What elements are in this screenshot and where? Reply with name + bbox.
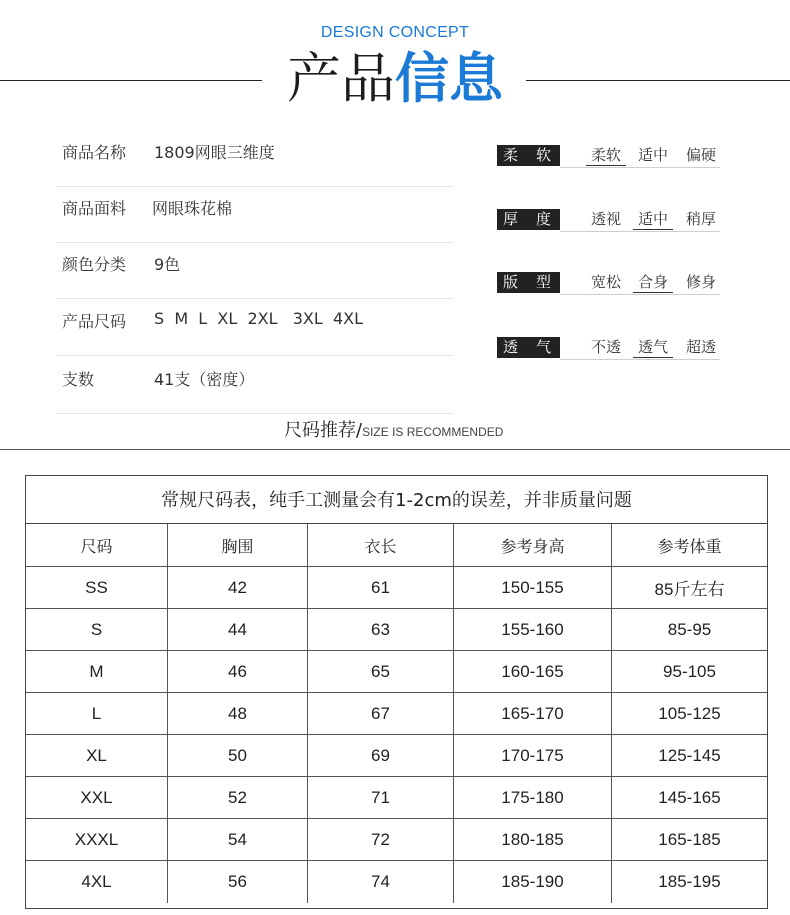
attr-option: 修身	[685, 273, 716, 291]
info-label: 支数	[62, 370, 95, 389]
table-cell: 125-145	[658, 745, 721, 765]
attr-tag: 版型	[497, 272, 560, 293]
info-row-name	[56, 131, 453, 187]
info-value: S M L XL 2XL 3XL 4XL	[154, 309, 364, 328]
info-value: 网眼珠花棉	[152, 199, 233, 218]
table-cell: 165-185	[658, 829, 721, 849]
table-cell: 44	[168, 609, 308, 650]
table-cell: XXXL	[26, 819, 168, 860]
header-subtitle: DESIGN CONCEPT	[320, 24, 470, 41]
size-recommend-title-cn: 尺码推荐	[284, 420, 356, 441]
table-header-row	[26, 524, 767, 567]
info-label: 产品尺码	[62, 312, 127, 331]
table-cell: 155-160	[454, 609, 612, 650]
attr-baseline	[560, 167, 720, 168]
info-row-color	[56, 243, 453, 299]
size-recommend-separator: /	[356, 420, 363, 441]
table-cell: 61	[308, 567, 454, 608]
page-title-part2: 信息	[395, 47, 503, 110]
table-cell: M	[26, 651, 168, 692]
table-cell: 65	[308, 651, 454, 692]
attr-tag: 柔软	[497, 145, 560, 166]
table-cell: 165-170	[454, 693, 612, 734]
table-cell: 85-95	[667, 619, 712, 639]
table-header-cell: 衣长	[308, 524, 454, 566]
table-cell: 175-180	[454, 777, 612, 818]
table-row	[26, 609, 767, 651]
table-cell: S	[26, 609, 168, 650]
info-value: 9色	[154, 255, 181, 274]
table-row	[26, 651, 767, 693]
table-cell: 150-155	[454, 567, 612, 608]
table-row	[26, 819, 767, 861]
attr-baseline	[560, 294, 720, 295]
table-cell: 63	[308, 609, 454, 650]
table-cell: 4XL	[26, 861, 168, 903]
attr-row-fit	[497, 272, 722, 296]
info-label: 商品面料	[62, 199, 127, 218]
table-row	[26, 777, 767, 819]
attr-row-softness	[497, 145, 722, 169]
attr-option: 偏硬	[685, 146, 716, 164]
table-cell: 72	[308, 819, 454, 860]
attr-option: 柔软	[586, 145, 626, 166]
table-cell: 71	[308, 777, 454, 818]
table-row	[26, 693, 767, 735]
size-recommend-title	[284, 416, 503, 442]
size-table-caption: 常规尺码表，纯手工测量会有1-2cm的误差，并非质量问题	[26, 476, 767, 524]
page-title-part1: 产品	[287, 47, 395, 110]
info-value: 41支（密度）	[154, 370, 255, 389]
table-cell: 185-190	[454, 861, 612, 903]
table-cell: 69	[308, 735, 454, 776]
table-cell: XL	[26, 735, 168, 776]
table-row	[26, 567, 767, 609]
table-cell: 48	[168, 693, 308, 734]
attr-option: 合身	[633, 272, 673, 293]
table-cell: 54	[168, 819, 308, 860]
table-cell: 67	[308, 693, 454, 734]
attr-option: 不透	[590, 338, 621, 356]
attr-option: 透气	[633, 337, 673, 358]
table-cell: 52	[168, 777, 308, 818]
attr-row-thickness	[497, 209, 722, 233]
info-row-count	[56, 358, 453, 414]
size-table-body	[26, 524, 767, 903]
table-cell: 185-195	[658, 872, 721, 891]
table-cell: 74	[308, 861, 454, 903]
attr-baseline	[560, 231, 720, 232]
attr-option: 宽松	[590, 273, 621, 291]
page-title	[0, 46, 790, 112]
table-cell: 46	[168, 651, 308, 692]
section-divider	[0, 449, 790, 450]
table-row	[26, 861, 767, 903]
table-cell: XXL	[26, 777, 168, 818]
attr-option: 透视	[590, 210, 621, 228]
attr-baseline	[560, 359, 720, 360]
table-cell: 145-165	[658, 787, 721, 807]
table-cell: 95-105	[663, 661, 716, 681]
table-cell: 50	[168, 735, 308, 776]
table-cell: 160-165	[454, 651, 612, 692]
table-cell: 180-185	[454, 819, 612, 860]
attr-option: 适中	[633, 209, 673, 230]
table-cell: 56	[168, 861, 308, 903]
table-cell: 170-175	[454, 735, 612, 776]
info-label: 颜色分类	[62, 255, 127, 274]
attr-option: 稍厚	[685, 210, 716, 228]
attr-option: 适中	[637, 146, 668, 164]
info-row-fabric	[56, 187, 453, 243]
table-header-cell: 参考身高	[454, 524, 612, 566]
size-recommend-title-en: SIZE IS RECOMMENDED	[362, 425, 504, 439]
table-row	[26, 735, 767, 777]
info-label: 商品名称	[62, 143, 127, 162]
attr-option: 超透	[685, 338, 716, 356]
attr-tag: 厚度	[497, 209, 560, 230]
info-value: 1809网眼三维度	[154, 143, 275, 162]
table-cell: 105-125	[658, 703, 721, 723]
attr-row-breathability	[497, 337, 722, 361]
table-header-cell: 尺码	[26, 524, 168, 566]
size-table	[25, 475, 768, 909]
table-cell: L	[26, 693, 168, 734]
info-row-size	[56, 300, 453, 356]
table-cell: 42	[168, 567, 308, 608]
table-cell: SS	[26, 567, 168, 608]
table-cell: 85斤左右	[654, 580, 725, 599]
table-header-cell: 参考体重	[657, 536, 722, 556]
attr-tag: 透气	[497, 337, 560, 358]
table-header-cell: 胸围	[168, 524, 308, 566]
